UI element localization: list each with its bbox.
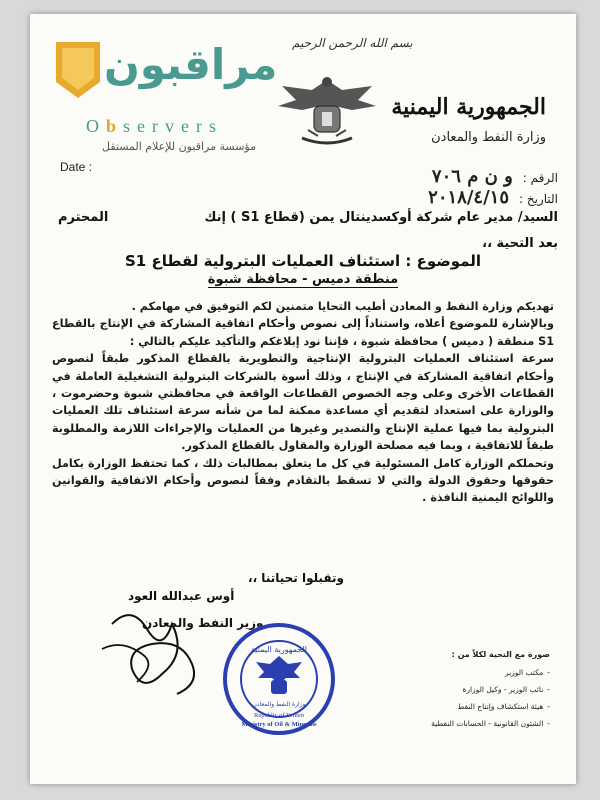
date-label-en: Date : [60,160,93,174]
observers-logo [56,32,278,162]
greeting: بعد التحية ،، [482,236,558,251]
basmala: بسم الله الرحمن الرحيم [292,36,413,50]
yemen-emblem-icon [272,72,382,150]
body-paragraph: سرعة استئناف العمليات البترولية الإنتاجية والتطويرية بالقطاع المذكور طبقاً لنصوص وأحكام اتفاقية المشاركة في الإنتاج ، وذلك أسوة بالشركات البترولية التشغيلية العاملة في القطاعات الأخرى وعلى وجه الخصوص القطاعات الواقعة في محافظتي شبوة وحضرموت ، والوزارة على استعداد لتقديم أي مساعدة ممكنة لما من شأنه سرعة استئناف تلك العمليات البترولية بما فيها عملية الإنتاج والتصدير وغيرها من العمليات والإجراءات اللازمة والمطلوبة طبقاً للاتفاقية ، وبما فيه مصلحة الوزارة والمقاول بالقطاع المذكور. [52,352,554,453]
body-paragraph: وبالإشارة للموضوع أعلاه، واستناداً إلى نصوص وأحكام اتفاقية المشاركة في الإنتاج بالقطاع S1 منطقة ( دميس ) محافظة شبوة ، فإننا نود إبلاغكم والتأكيد عليكم بالتالي : [52,317,554,348]
reference-date: التاريخ :٢٠١٨/٤/١٥ [428,187,558,208]
ministry-title: وزارة النفط والمعادن [431,130,546,145]
body-paragraph: تهديكم وزارة النفط و المعادن أطيب التحايا متمنين لكم التوفيق في مهامكم . [131,300,554,313]
logo-mark-icon [56,42,100,98]
addressee: السيد/ مدير عام شركة أوكسدينتال يمن (قطاع S1 ) إنك [204,210,558,225]
signer-title: وزير النفط والمعادن [142,616,264,630]
list-item: -مكتب الوزير [505,668,550,677]
logo-arabic: مراقبون [104,40,278,89]
closing: وتقبلوا تحياتنا ،، [248,571,344,585]
list-item: -هيئة استكشاف وإنتاج النفط [457,702,550,711]
signer-name: أوس عبدالله العود [128,589,235,603]
logo-subtitle: مؤسسة مراقبون للإعلام المستقل [102,140,256,153]
reference-number: الرقم :و ن م ٧٠٦ [431,166,558,187]
reference-block [428,166,558,208]
letter-body [52,298,554,507]
svg-text:Republic of Yemen: Republic of Yemen [253,712,305,719]
body-paragraph: وتحملكم الوزارة كامل المسئولية في كل ما يتعلق بمطالبات ذلك ، كما تحتفظ الوزارة بكامل حقوقها وحقوق الدولة والتي لا تسقط بالتقادم وفقاً لنصوص وأحكام الاتفاقية والقوانين واللوائح اليمنية النافذة . [52,456,554,505]
respect-title: المحترم [58,210,109,225]
svg-text:وزارة النفط والمعادن: وزارة النفط والمعادن [252,701,306,708]
signature-icon [92,594,232,704]
svg-text:Ministry of Oil & Minerals: Ministry of Oil & Minerals [241,721,317,728]
letter-page [30,14,576,784]
logo-english: Observers [86,116,223,136]
cc-heading: صورة مع التحية لكلاً من : [451,650,550,659]
cc-list [320,650,550,736]
addressee-line [58,210,558,225]
republic-title: الجمهورية اليمنية [391,94,546,120]
subject-line: الموضوع : استئناف العمليات البترولية لقطاع S1 [125,252,481,270]
svg-text:الجمهورية اليمنية: الجمهورية اليمنية [250,645,308,654]
list-item: -الشئون القانونية - الحسابات النفطية [431,719,550,728]
subject-location: منطقة دميس - محافظة شبوة [207,272,399,287]
ministry-stamp-icon [222,622,336,736]
list-item: -نائب الوزير - وكيل الوزارة [462,685,550,694]
